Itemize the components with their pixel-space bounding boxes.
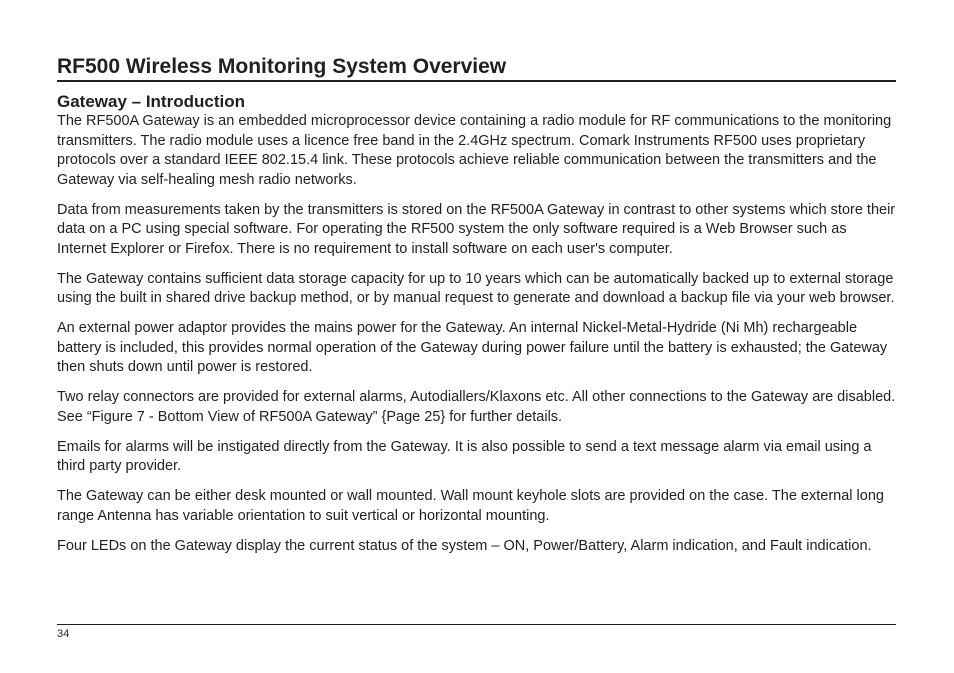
body-text — [57, 112, 899, 567]
paragraph-email-alarms: Emails for alarms will be instigated directly from the Gateway. It is also possible to send a text message alarm via email using a third party provider. — [57, 438, 872, 474]
paragraph-mounting: The Gateway can be either desk mounted or wall mounted. Wall mount keyhole slots are provided on the case. The external long range Antenna has variable orientation to suit vertical or horizontal mounting. — [57, 488, 884, 524]
page-title: RF500 Wireless Monitoring System Overview — [57, 55, 507, 78]
paragraph-storage-capacity: The Gateway contains sufficient data storage capacity for up to 10 years which can be automatically backed up to external storage using the built in shared drive backup method, or by manual request to generate and download a backup file via your web browser. — [57, 270, 895, 306]
section-heading: Gateway – Introduction — [57, 92, 245, 111]
footer-divider — [57, 624, 896, 625]
paragraph-gateway-description: The RF500A Gateway is an embedded microprocessor device containing a radio module for RF communications to the monitoring transmitters. The radio module uses a licence free band in the 2.4GHz spectrum. Comark Instruments RF500 uses proprietary protocols over a standard IEEE 802.15.4 link. These protocols achieve reliable communication between the transmitters and the Gateway via self-healing mesh radio networks. — [57, 113, 892, 188]
paragraph-power-supply: An external power adaptor provides the mains power for the Gateway. An internal Nickel-Metal-Hydride (Ni Mh) rechargeable battery is included, this provides normal operation of the Gateway during power failure until the battery is exhausted; the Gateway then shuts down until power is restored. — [57, 320, 888, 375]
title-divider — [57, 80, 896, 82]
paragraph-relay-connectors: Two relay connectors are provided for external alarms, Autodiallers/Klaxons etc. All other connections to the Gateway are disabled. See “Figure 7 - Bottom View of RF500A Gateway” {Page 25} for further details. — [57, 389, 896, 425]
paragraph-data-storage-software: Data from measurements taken by the transmitters is stored on the RF500A Gateway in contrast to other systems which store their data on a PC using special software. For operating the RF500 system the only software required is a Web Browser such as Internet Explorer or Firefox. There is no requirement to install software on each user's computer. — [57, 201, 896, 257]
page-number: 34 — [57, 628, 70, 640]
paragraph-status-leds: Four LEDs on the Gateway display the current status of the system – ON, Power/Battery, Alarm indication, and Fault indication. — [57, 537, 872, 554]
